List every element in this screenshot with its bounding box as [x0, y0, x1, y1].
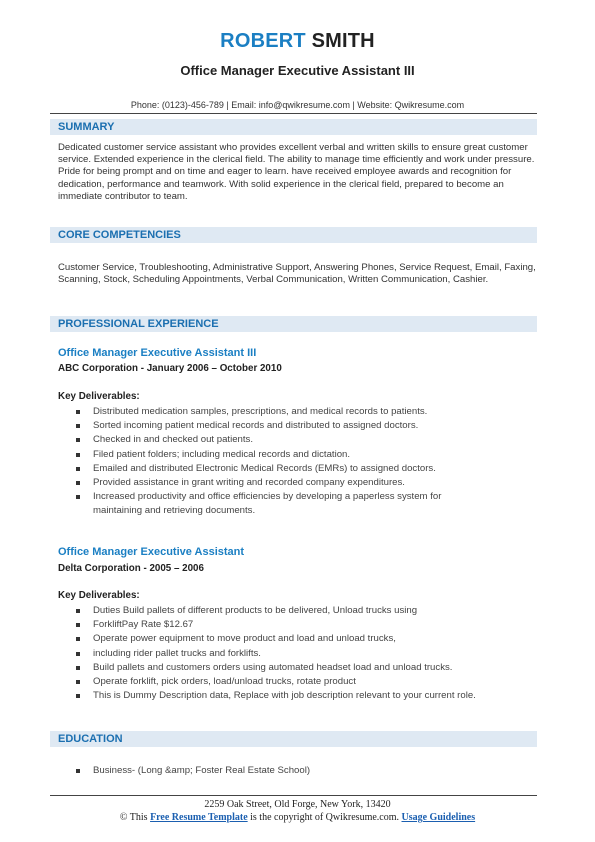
list-item: including rider pallet trucks and forklifts. — [58, 647, 538, 661]
deliverables-list — [58, 604, 538, 703]
job-title: Office Manager Executive Assistant III — [58, 347, 257, 359]
list-item: Duties Build pallets of different products to be delivered, Unload trucks using — [58, 604, 538, 618]
list-item: Emailed and distributed Electronic Medical Records (EMRs) to assigned doctors. — [58, 462, 538, 476]
list-item: Provided assistance in grant writing and recorded company expenditures. — [58, 476, 538, 490]
usage-guidelines-link[interactable]: Usage Guidelines — [401, 812, 476, 823]
candidate-name — [0, 30, 595, 53]
contact-line: Phone: (0123)-456-789 | Email: info@qwikresume.com | Website: Qwikresume.com — [130, 100, 465, 110]
list-item: Filed patient folders; including medical records and dictation. — [58, 448, 538, 462]
job-organization: ABC Corporation - January 2006 – October 2010 — [58, 363, 282, 374]
list-item: Sorted incoming patient medical records and distributed to assigned doctors. — [58, 419, 538, 433]
key-deliverables-label: Key Deliverables: — [58, 391, 140, 402]
free-resume-template-link[interactable]: Free Resume Template — [150, 812, 248, 823]
footer-divider — [50, 795, 537, 796]
footer-address: 2259 Oak Street, Old Forge, New York, 13420 — [204, 799, 391, 810]
list-item: Build pallets and customers orders using automated headset load and unload trucks. — [58, 661, 538, 675]
list-item: Increased productivity and office efficiencies by developing a paperless system for — [58, 490, 538, 504]
list-item: Operate power equipment to move product and load and unload trucks, — [58, 632, 538, 646]
key-deliverables-label: Key Deliverables: — [58, 590, 140, 601]
first-name: ROBERT — [220, 30, 306, 52]
copyright-text: is the copyright of Qwikresume.com. — [250, 812, 399, 823]
list-item: Operate forklift, pick orders, load/unload trucks, rotate product — [58, 675, 538, 689]
list-item: This is Dummy Description data, Replace with job description relevant to your current role. — [58, 689, 538, 703]
list-item: Business- (Long &amp; Foster Real Estate School) — [58, 764, 538, 778]
list-item: Distributed medication samples, prescriptions, and medical records to patients. — [58, 405, 538, 419]
job-organization: Delta Corporation - 2005 – 2006 — [58, 563, 204, 574]
list-item: Checked in and checked out patients. — [58, 433, 538, 447]
summary-text: Dedicated customer service assistant who provides excellent verbal and written skills to ensure great customer service. Extended experience in the clerical field. The ability to manage time efficiently and work under pressure. Pride for being prompt and on time and eager to learn. have received employee awards and recognition for dedication, performance and teamwork. With solid experience in the clerical field, prepared to become an immediate contributor to team. — [58, 142, 535, 202]
list-item: ForkliftPay Rate $12.67 — [58, 618, 538, 632]
header-divider — [50, 113, 537, 114]
competencies-text: Customer Service, Troubleshooting, Administrative Support, Answering Phones, Service Request, Email, Faxing, Scanning, Stock, Scheduling Appointments, Verbal Communication, Written Communication, Cashier. — [58, 262, 536, 286]
footer-copyright — [0, 812, 595, 823]
last-name: SMITH — [311, 30, 375, 52]
section-heading-education: EDUCATION — [50, 731, 537, 747]
section-heading-competencies: CORE COMPETENCIES — [50, 227, 537, 243]
job-title-heading: Office Manager Executive Assistant III — [180, 63, 415, 78]
education-list — [58, 764, 538, 778]
section-heading-summary: SUMMARY — [50, 119, 537, 135]
list-item: maintaining and retrieving documents. — [93, 505, 256, 517]
section-heading-experience: PROFESSIONAL EXPERIENCE — [50, 316, 537, 332]
copyright-prefix: © This — [119, 812, 148, 823]
deliverables-list — [58, 405, 538, 519]
job-title: Office Manager Executive Assistant — [58, 546, 245, 558]
